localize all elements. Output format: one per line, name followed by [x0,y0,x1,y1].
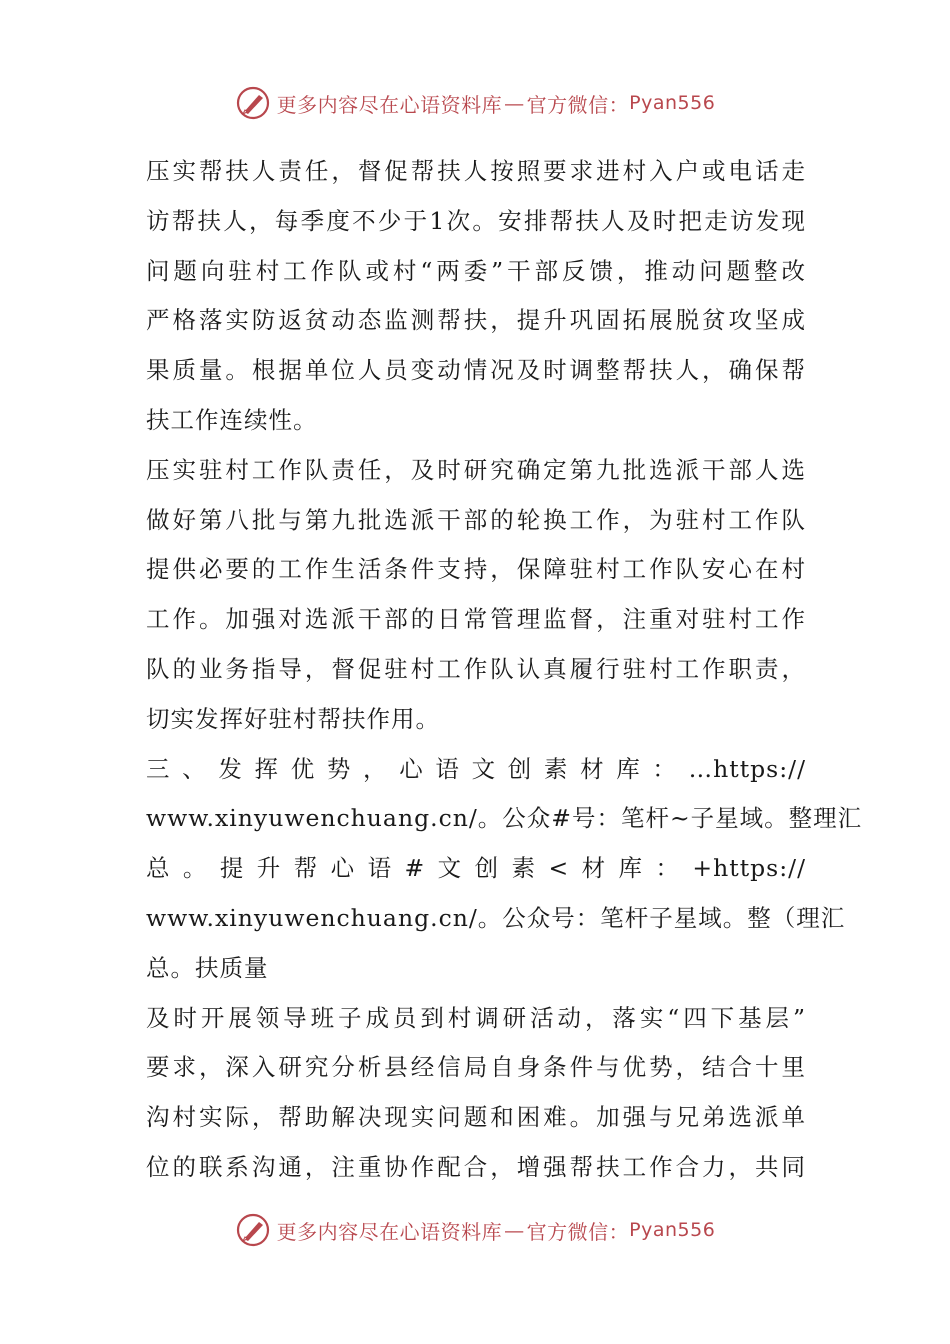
text-line-9: 提供必要的工作生活条件支持，保障驻村工作队安心在村 [146,555,806,584]
watermark-contact: 官方微信： [526,1219,630,1244]
header-watermark [0,78,950,128]
text-line-12: 切实发挥好驻村帮扶作用。 [146,704,440,733]
text-line-18: 及时开展领导班子成员到村调研活动，落实“四下基层” [146,1003,806,1032]
text-line-8: 做好第八批与第九批选派干部的轮换工作，为驻村工作队 [146,505,806,534]
text-line-2: 访帮扶人，每季度不少于1次。安排帮扶人及时把走访发现 [146,206,806,235]
watermark-handle: Pyan556 [629,92,716,114]
text-line-17: 总。扶质量 [146,953,269,982]
text-line-15: 总。提升帮心语#文创素<材库：+https:// [146,854,806,883]
pen-logo-icon [235,85,271,121]
watermark-contact: 官方微信： [526,92,630,117]
text-line-14: www.xinyuwenchuang.cn/。公众#号：笔杆~子星域。整理汇 [146,804,863,833]
text-line-3: 问题向驻村工作队或村“两委”干部反馈，推动问题整改 [146,256,806,285]
text-line-6: 扶工作连续性。 [146,405,318,434]
watermark-separator: — [504,91,525,115]
footer-watermark [0,1205,950,1255]
document-body [146,147,863,1193]
text-line-16: www.xinyuwenchuang.cn/。公众号：笔杆子星域。整（理汇 [146,903,846,932]
watermark-text: 更多内容尽在心语资料库 [276,92,503,117]
text-line-7: 压实驻村工作队责任，及时研究确定第九批选派干部人选 [146,455,806,484]
text-line-13: 三、发挥优势，心语文创素材库：…https:// [146,754,806,783]
text-line-5: 果质量。根据单位人员变动情况及时调整帮扶人，确保帮 [146,356,806,385]
text-line-1: 压实帮扶人责任，督促帮扶人按照要求进村入户或电话走 [146,157,806,185]
text-line-11: 队的业务指导，督促驻村工作队认真履行驻村工作职责， [146,654,806,683]
watermark-text: 更多内容尽在心语资料库 [276,1219,503,1244]
text-line-10: 工作。加强对选派干部的日常管理监督，注重对驻村工作 [146,605,806,634]
text-line-20: 沟村实际，帮助解决现实问题和困难。加强与兄弟选派单 [146,1103,806,1132]
text-line-21: 位的联系沟通，注重协作配合，增强帮扶工作合力，共同 [146,1152,806,1181]
text-line-19: 要求，深入研究分析县经信局自身条件与优势，结合十里 [146,1053,806,1082]
text-line-4: 严格落实防返贫动态监测帮扶，提升巩固拓展脱贫攻坚成 [146,306,806,335]
watermark-separator: — [504,1218,525,1242]
pen-logo-icon [235,1212,271,1248]
watermark-handle: Pyan556 [629,1219,716,1241]
